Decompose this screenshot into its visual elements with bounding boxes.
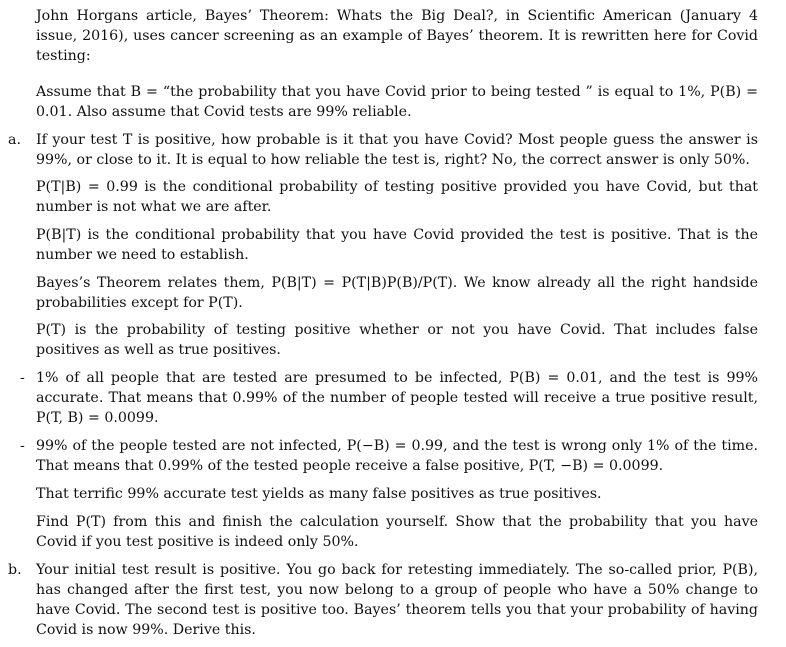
bullet-2-paragraph: 99% of the people tested are not infected, P(−B) = 0.99, and the test is wrong only 1% of the time. That means that 0.99% of the tested people receive a false positive, P(T, −B) = 0.0099. — [36, 438, 758, 474]
conditional-b-given-t-paragraph: P(B|T) is the conditional probability that you have Covid provided the test is positive. That is the number we need to establish. — [36, 227, 758, 263]
conditional-t-given-b-paragraph: P(T|B) = 0.99 is the conditional probability of testing positive provided you have Covid, but that number is not what we are after. — [36, 179, 758, 215]
item-a-question: If your test T is positive, how probable is it that you have Covid? Most people guess the answer is 99%, or close to it. It is equal to how reliable the test is, right? No, the correct answer is only 50%. — [36, 132, 758, 168]
bullet-1-paragraph: 1% of all people that are tested are presumed to be infected, P(B) = 0.01, and the test is 99% accurate. That means that 0.99% of the number of people tested will receive a true positive result, P(T, B) = 0.0099. — [36, 370, 758, 426]
item-b-question: Your initial test result is positive. You go back for retesting immediately. The so-called prior, P(B), has changed after the first test, you now belong to a group of people who have a 50% change to have Covid. The second test is positive too. Bayes’ theorem tells you that your probability of having Covid is now 99%. Derive this. — [36, 562, 758, 638]
bayes-theorem-paragraph: Bayes’s Theorem relates them, P(B|T) = P(T|B)P(B)/P(T). We know already all the right handside probabilities except for P(T). — [36, 275, 758, 311]
probability-t-paragraph: P(T) is the probability of testing positive whether or not you have Covid. That includes false positives as well as true positives. — [36, 322, 758, 358]
assumption-paragraph: Assume that B = “the probability that you have Covid prior to being tested ” is equal to 1%, P(B) = 0.01. Also assume that Covid tests are 99% reliable. — [36, 84, 758, 120]
find-pt-paragraph: Find P(T) from this and finish the calculation yourself. Show that the probability that you have Covid if you test positive is indeed only 50%. — [36, 514, 758, 550]
intro-paragraph: John Horgans article, Bayes’ Theorem: Whats the Big Deal?, in Scientific American (January 4 issue, 2016), uses cancer screening as an example of Bayes’ theorem. It is rewritten here for Covid testing: — [36, 8, 758, 64]
item-a-marker: a. — [8, 132, 21, 148]
item-b-marker: b. — [8, 562, 22, 578]
false-positives-paragraph: That terrific 99% accurate test yields as many false positives as true positives. — [36, 486, 602, 502]
bullet-2-dash: - — [20, 438, 25, 454]
bullet-1-dash: - — [20, 370, 25, 386]
